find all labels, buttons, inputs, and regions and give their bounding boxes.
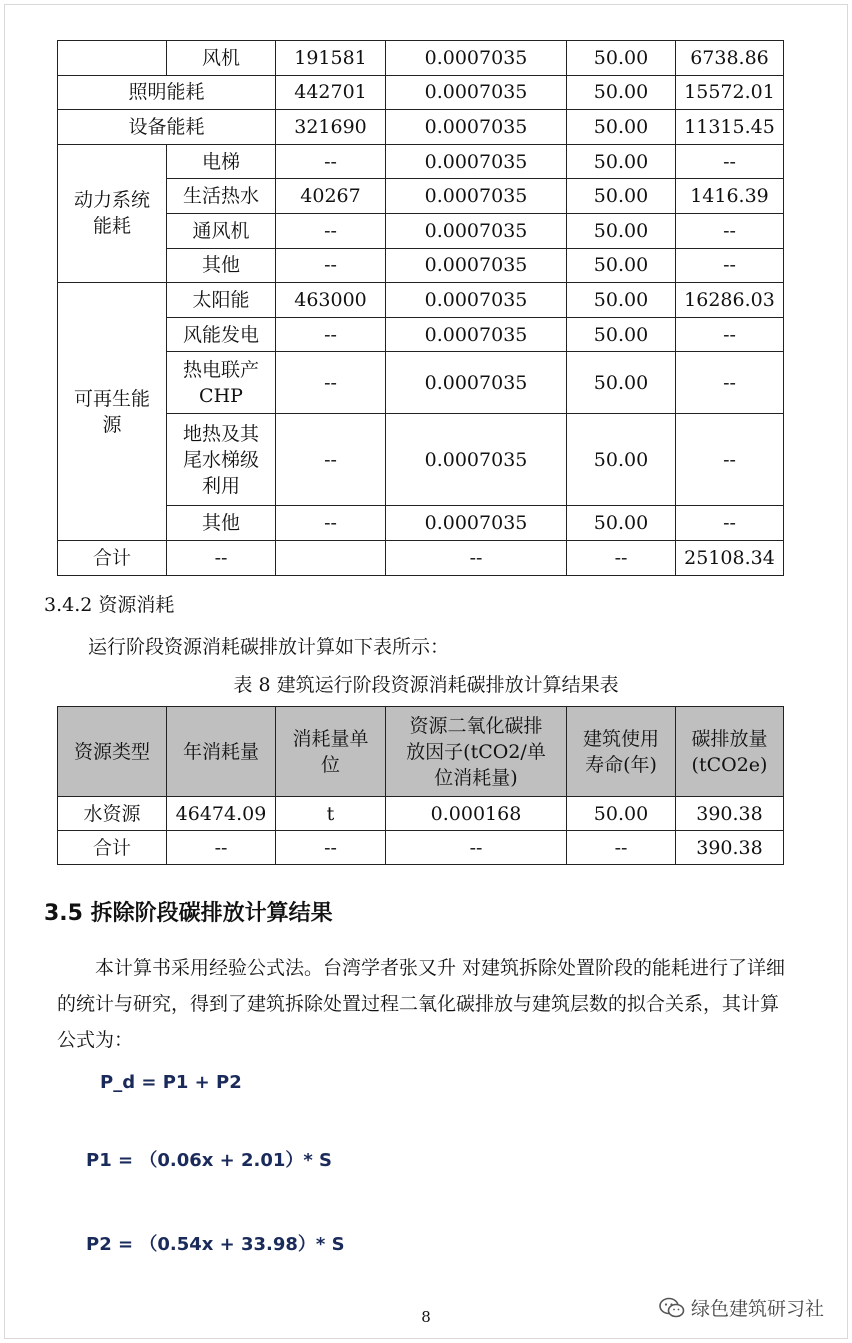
- table-cell: 50.00: [567, 352, 676, 414]
- table-cell: 191581: [276, 41, 386, 76]
- section-3-4-2-heading: 3.4.2 资源消耗: [44, 594, 175, 616]
- table-cell: 442701: [276, 75, 386, 110]
- table-cell: 50.00: [567, 797, 676, 831]
- table-cell: --: [386, 540, 567, 575]
- group-label-cell: 动力系统 能耗: [58, 144, 167, 282]
- table-cell: --: [167, 540, 276, 575]
- resource-carbon-table: [57, 706, 784, 865]
- table-cell: 0.0007035: [386, 506, 567, 541]
- table-cell: 25108.34: [676, 540, 784, 575]
- table-cell: --: [276, 506, 386, 541]
- formula-pd: [100, 1072, 242, 1093]
- table-cell: 46474.09: [167, 797, 276, 831]
- table-header-row: [58, 707, 784, 797]
- table-cell: 463000: [276, 283, 386, 318]
- table-cell: 0.0007035: [386, 179, 567, 214]
- column-header: 碳排放量 (tCO2e): [676, 707, 784, 797]
- table-cell: 0.0007035: [386, 248, 567, 283]
- table-cell: 电梯: [167, 144, 276, 179]
- table-row: [58, 797, 784, 831]
- table-cell: --: [276, 831, 386, 865]
- table-cell: 风机: [167, 41, 276, 76]
- table-cell: 390.38: [676, 797, 784, 831]
- intro-text: 运行阶段资源消耗碳排放计算如下表所示：: [88, 636, 450, 658]
- table-cell: 0.0007035: [386, 283, 567, 318]
- watermark: [659, 1294, 824, 1321]
- table-cell: 0.0007035: [386, 75, 567, 110]
- table-row: [58, 144, 784, 179]
- table-cell: 50.00: [567, 317, 676, 352]
- table-row: [58, 414, 784, 506]
- table-row: [58, 352, 784, 414]
- table-cell: --: [276, 144, 386, 179]
- column-header: 资源二氧化碳排 放因子(tCO2/单 位消耗量): [386, 707, 567, 797]
- table-cell: --: [276, 317, 386, 352]
- category-cell: 设备能耗: [58, 110, 276, 145]
- table-cell: --: [276, 213, 386, 248]
- formula-p2: [86, 1230, 345, 1256]
- table-cell: 合计: [58, 831, 167, 865]
- table-row: [58, 540, 784, 575]
- table-cell: 其他: [167, 506, 276, 541]
- table-cell: --: [676, 414, 784, 506]
- demolition-paragraph: 本计算书采用经验公式法。台湾学者张又升 对建筑拆除处置阶段的能耗进行了详细的统计与研究，得到了建筑拆除处置过程二氧化碳排放与建筑层数的拟合关系，其计算公式为：: [57, 957, 786, 1051]
- table-cell: t: [276, 797, 386, 831]
- table-cell: --: [167, 831, 276, 865]
- table-cell: 热电联产 CHP: [167, 352, 276, 414]
- table-row: [58, 506, 784, 541]
- table-cell: 水资源: [58, 797, 167, 831]
- table2-caption: 表 8 建筑运行阶段资源消耗碳排放计算结果表: [233, 674, 619, 696]
- table-cell: 50.00: [567, 144, 676, 179]
- total-label-cell: 合计: [58, 540, 167, 575]
- formula-p1-text: P1 = （0.06x + 2.01）* S: [86, 1150, 333, 1171]
- table-cell: --: [676, 213, 784, 248]
- column-header: 资源类型: [58, 707, 167, 797]
- table-cell: --: [276, 248, 386, 283]
- table-cell: 50.00: [567, 283, 676, 318]
- table-cell: --: [567, 831, 676, 865]
- table-cell: 50.00: [567, 179, 676, 214]
- table-cell: 50.00: [567, 75, 676, 110]
- table-cell: 50.00: [567, 213, 676, 248]
- table-cell: 通风机: [167, 213, 276, 248]
- table-cell: --: [676, 352, 784, 414]
- table-cell: --: [676, 248, 784, 283]
- watermark-text: 绿色建筑研习社: [690, 1298, 824, 1320]
- empty-cell: [58, 41, 167, 76]
- table-cell: 0.0007035: [386, 352, 567, 414]
- table-cell: --: [567, 540, 676, 575]
- formula-p2-text: P2 = （0.54x + 33.98）* S: [86, 1234, 345, 1255]
- table-cell: 其他: [167, 248, 276, 283]
- empty-cell: [276, 540, 386, 575]
- table-cell: 0.0007035: [386, 213, 567, 248]
- table-cell: 0.0007035: [386, 144, 567, 179]
- table-row: [58, 213, 784, 248]
- energy-carbon-table: [57, 40, 784, 576]
- table-row: [58, 41, 784, 76]
- table-cell: 50.00: [567, 414, 676, 506]
- table-cell: 50.00: [567, 248, 676, 283]
- table-cell: --: [676, 506, 784, 541]
- table-cell: 15572.01: [676, 75, 784, 110]
- formula-p1: [86, 1146, 332, 1172]
- table-row: [58, 75, 784, 110]
- table-cell: 生活热水: [167, 179, 276, 214]
- table-cell: 11315.45: [676, 110, 784, 145]
- column-header: 消耗量单 位: [276, 707, 386, 797]
- section-3-5-heading: 3.5 拆除阶段碳排放计算结果: [44, 901, 333, 926]
- table-cell: --: [676, 317, 784, 352]
- wechat-icon: [659, 1297, 685, 1319]
- table-cell: --: [276, 414, 386, 506]
- column-header: 年消耗量: [167, 707, 276, 797]
- table-cell: 50.00: [567, 41, 676, 76]
- table-cell: 321690: [276, 110, 386, 145]
- table-cell: 0.0007035: [386, 317, 567, 352]
- table-cell: 390.38: [676, 831, 784, 865]
- formula-pd-text: P_d = P1 + P2: [100, 1072, 242, 1093]
- table-cell: 50.00: [567, 506, 676, 541]
- column-header: 建筑使用 寿命(年): [567, 707, 676, 797]
- table-cell: --: [276, 352, 386, 414]
- table-cell: 6738.86: [676, 41, 784, 76]
- page-number: 8: [421, 1308, 431, 1326]
- table-cell: --: [386, 831, 567, 865]
- table-cell: 地热及其 尾水梯级 利用: [167, 414, 276, 506]
- table-cell: --: [676, 144, 784, 179]
- table-cell: 16286.03: [676, 283, 784, 318]
- table-cell: 太阳能: [167, 283, 276, 318]
- table-cell: 1416.39: [676, 179, 784, 214]
- table-cell: 40267: [276, 179, 386, 214]
- table-cell: 0.000168: [386, 797, 567, 831]
- group-label-cell: 可再生能 源: [58, 283, 167, 541]
- table-row: [58, 317, 784, 352]
- table-row: [58, 248, 784, 283]
- table-row: [58, 283, 784, 318]
- table-row: [58, 831, 784, 865]
- table-cell: 0.0007035: [386, 41, 567, 76]
- category-cell: 照明能耗: [58, 75, 276, 110]
- table-row: [58, 110, 784, 145]
- table-cell: 0.0007035: [386, 110, 567, 145]
- table-row: [58, 179, 784, 214]
- table-cell: 50.00: [567, 110, 676, 145]
- table-cell: 0.0007035: [386, 414, 567, 506]
- table-cell: 风能发电: [167, 317, 276, 352]
